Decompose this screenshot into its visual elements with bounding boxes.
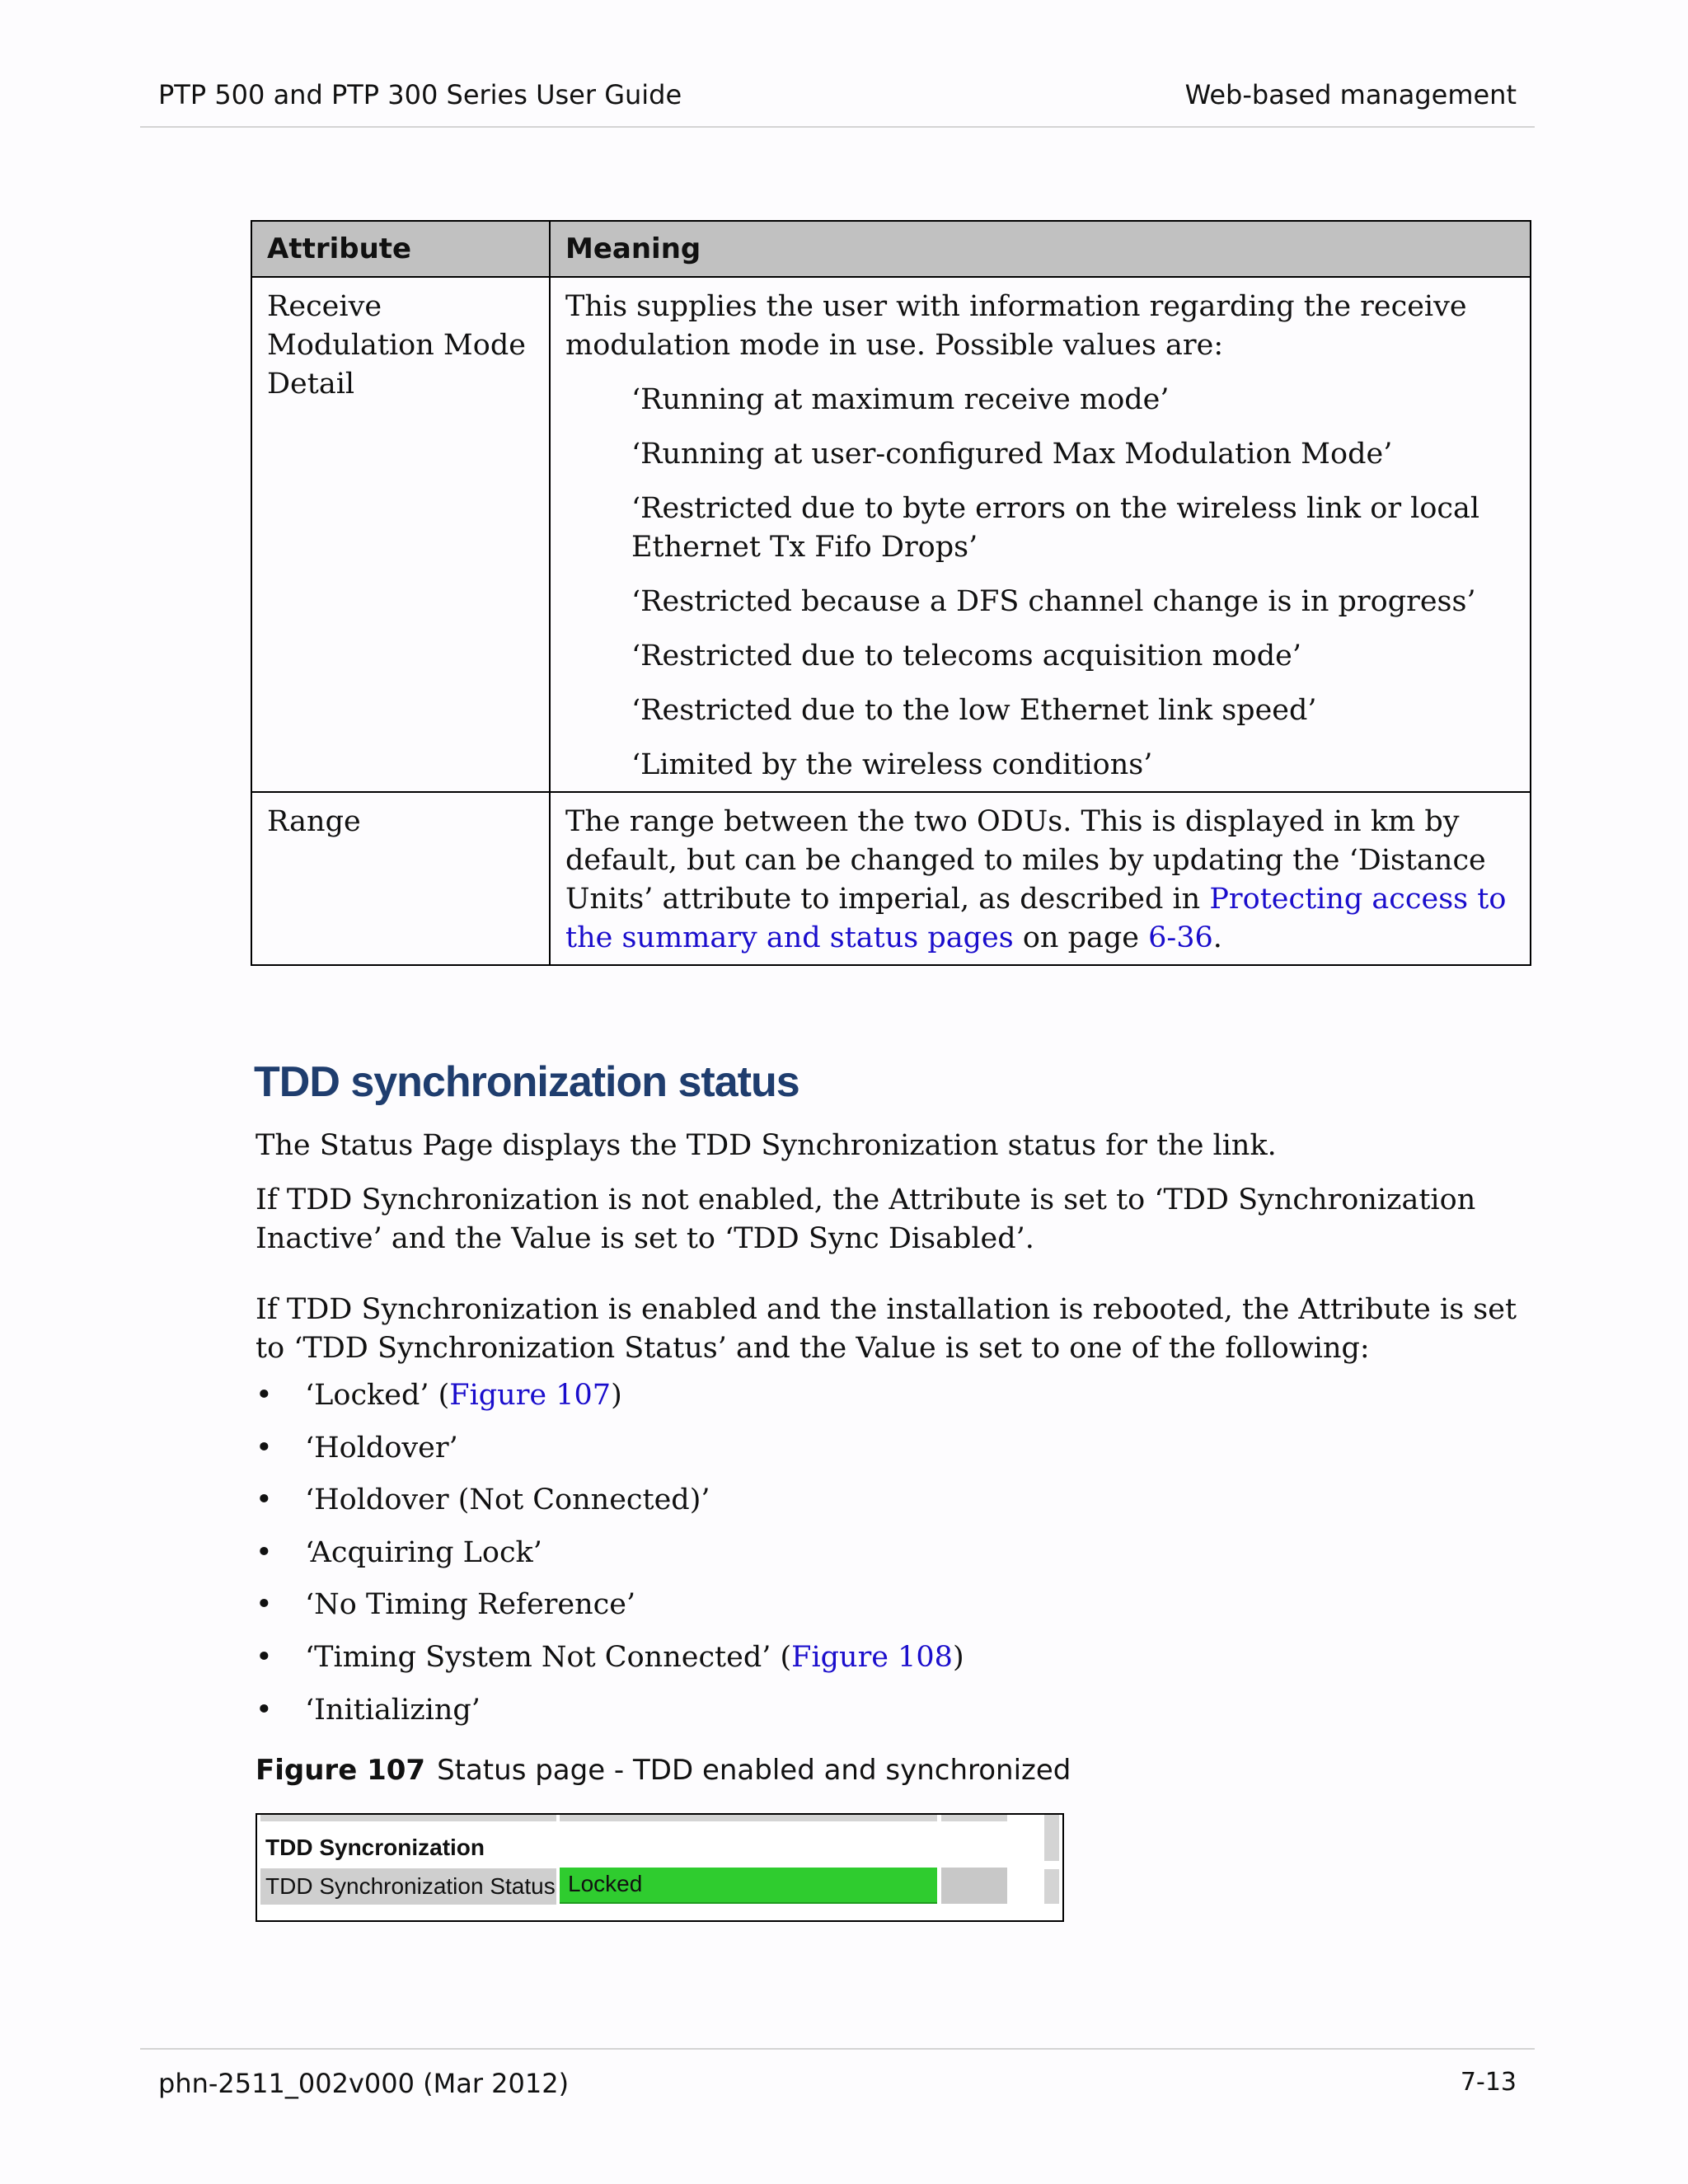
footer-doc-id: phn-2511_002v000 (Mar 2012) [158,2068,570,2099]
tdd-panel-title: TDD Syncronization [265,1835,485,1860]
list-item [256,1691,964,1744]
status-values-list [256,1376,964,1743]
figure-top-strip [941,1815,1007,1821]
page-reference-link[interactable]: 6-36 [1148,921,1213,954]
list-item [256,1638,964,1691]
possible-values-list [565,381,1515,785]
meaning-intro: This supplies the user with information regarding the receive modulation mode in use. Possible values are: [565,290,1467,362]
header-section-title: Web-based management [1184,79,1517,110]
list-item [256,1534,964,1586]
meaning-cell [550,277,1531,792]
figure-edge-gap [1044,1904,1059,1920]
column-header-meaning: Meaning [550,221,1531,277]
figure-caption-text: Status page - TDD enabled and synchronized [437,1754,1071,1787]
meaning-text: . [1212,921,1222,954]
meaning-text: The range between the two ODUs. This is displayed in km by default, but can be changed to miles by updating the ‘Distance Units’ attribute to imperial, as described in [565,805,1486,916]
figure-top-strip [560,1815,937,1821]
figure-108-link[interactable]: Figure 108 [791,1640,953,1674]
list-item-text: ) [611,1379,622,1412]
page-footer [140,2048,1535,2099]
possible-value: ‘Restricted due to telecoms acquisition mode’ [631,640,1301,673]
meaning-text: on page [1013,921,1149,954]
figure-screenshot [256,1813,1064,1922]
list-item-text: ‘No Timing Reference’ [305,1588,636,1622]
list-item [256,1586,964,1638]
list-item-text: ‘Acquiring Lock’ [305,1535,542,1569]
figure-top-strip [260,1815,556,1821]
tdd-status-spacer [941,1868,1007,1904]
attribute-table [251,220,1531,966]
paragraph: If TDD Synchronization is not enabled, the Attribute is set to ‘TDD Synchronization Inactive’ and the Value is set to ‘TDD Sync Disabled’. [256,1183,1476,1255]
list-item [256,1481,964,1534]
possible-value: ‘Restricted due to byte errors on the wireless link or local Ethernet Tx Fifo Drops’ [631,492,1480,564]
paragraph: The Status Page displays the TDD Synchronization status for the link. [256,1129,1277,1162]
figure-label: Figure 107 [256,1754,426,1787]
section-heading: TDD synchronization status [254,1058,799,1106]
list-item-text: ‘Locked’ ( [305,1379,450,1412]
list-item-text: ‘Initializing’ [305,1693,481,1727]
list-item-text: ) [952,1640,964,1674]
page-number: 7-13 [1460,2068,1517,2097]
attribute-cell: Range [251,792,550,965]
possible-value: ‘Running at user-configured Max Modulation Mode’ [631,438,1393,471]
paragraph: If TDD Synchronization is enabled and the installation is rebooted, the Attribute is set to ‘TDD Synchronization Status’ and the Value is set to one of the following: [256,1293,1517,1365]
possible-value: ‘Restricted due to the low Ethernet link speed’ [631,694,1317,727]
column-header-attribute: Attribute [251,221,550,277]
page-header [140,0,1535,128]
header-doc-title: PTP 500 and PTP 300 Series User Guide [158,79,682,110]
figure-edge-gap [1044,1861,1059,1869]
list-item-text: ‘Holdover’ [305,1431,458,1465]
table-row [251,792,1531,965]
list-item-text: ‘Holdover (Not Connected)’ [305,1483,710,1517]
list-item-text: ‘Timing System Not Connected’ ( [305,1640,792,1674]
list-item [256,1376,964,1429]
tdd-status-label: TDD Synchronization Status [260,1868,556,1905]
protecting-access-link[interactable]: Protecting access to the summary and status pages [565,883,1507,954]
tdd-status-value: Locked [560,1868,937,1904]
possible-value: ‘Restricted because a DFS channel change is in progress’ [631,585,1476,618]
meaning-cell [550,792,1531,965]
possible-value: ‘Running at maximum receive mode’ [631,383,1170,416]
figure-107-link[interactable]: Figure 107 [449,1379,612,1412]
figure-caption [256,1754,1071,1787]
table-row [251,277,1531,792]
list-item [256,1429,964,1482]
attribute-cell: Receive Modulation Mode Detail [251,277,550,792]
table-header-row [251,221,1531,277]
possible-value: ‘Limited by the wireless conditions’ [631,748,1153,781]
